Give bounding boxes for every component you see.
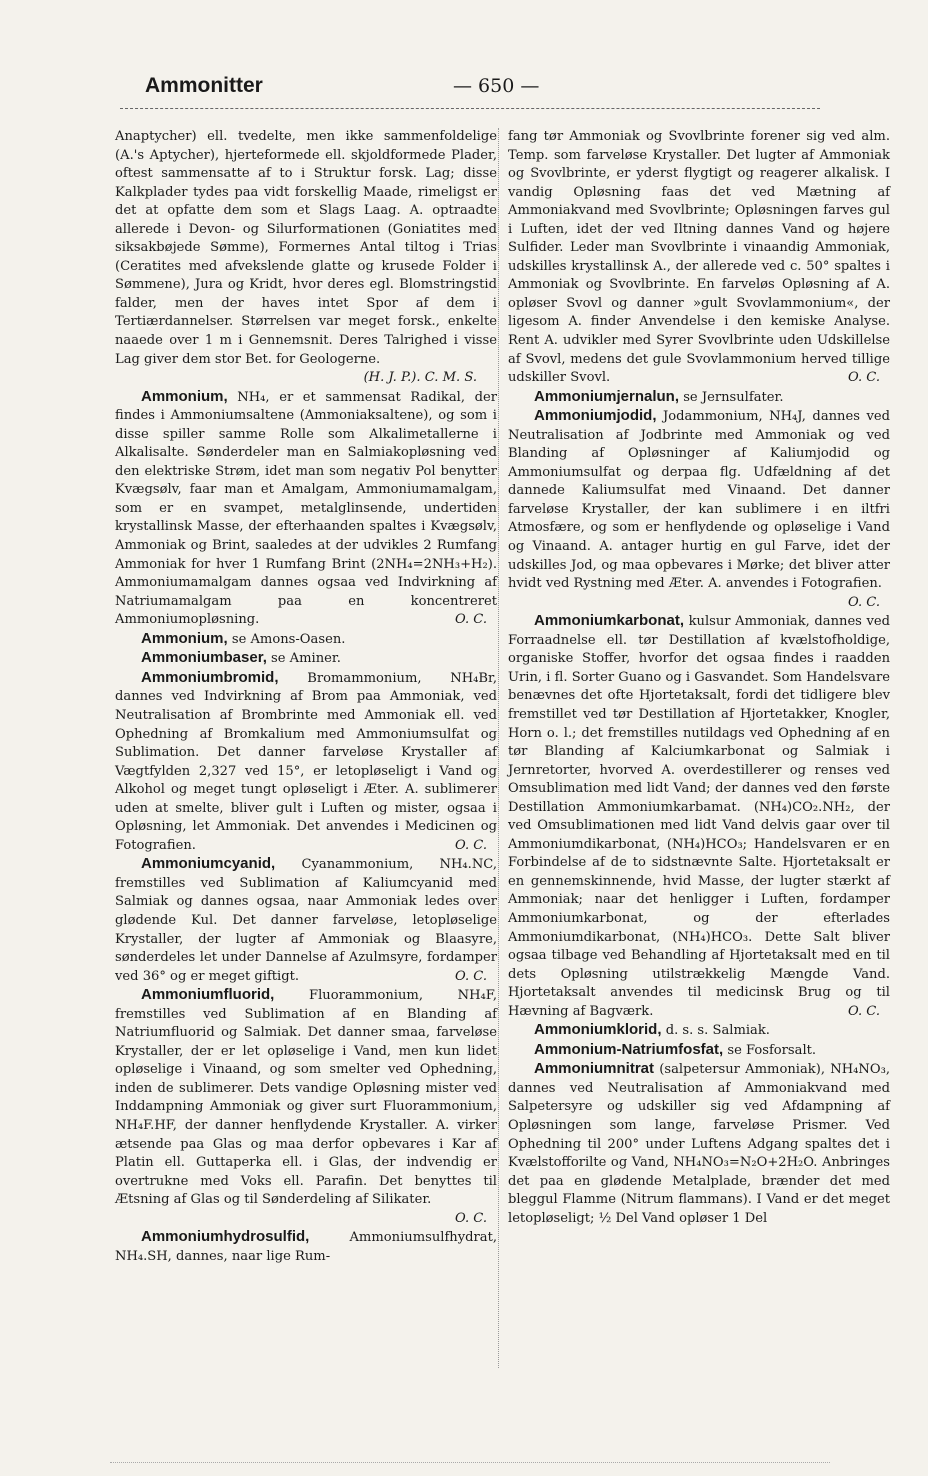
entry-headword: Ammoniumbaser, xyxy=(141,649,272,667)
entry-ammoniumhydrosulfid xyxy=(115,1228,497,1266)
entry-text: se Jernsulfater. xyxy=(683,389,784,405)
entry-signature: O. C. xyxy=(847,1003,880,1019)
entry-text: Bromammonium, NH₄Br, dannes ved Indvirkning af Brom paa Ammoniak, ved Neutralisation af Brombrinte med Ammoniak ell. ved Ophedning af Bromkalium med Ammoniumsulfat og Sublimation. Det danner farveløse Krystaller af Vægtfylden 2,327 ved 15°, er letopløseligt i Vand og Alkohol og meget tungt opløseligt i Æter. A. sublimerer uden at smelte, bliver gult i Luften og mister, ogsaa i Opløsning, let Ammoniak. Det anvendes i Medicinen og Fotografien. xyxy=(115,670,497,853)
left-column xyxy=(115,128,497,1266)
page-header xyxy=(145,74,805,104)
entry-headword: Ammonium, xyxy=(141,387,238,405)
entry-text: se Aminer. xyxy=(271,651,341,667)
entry-headword: Ammoniumbromid, xyxy=(141,668,308,686)
entry-ammoniumfluorid xyxy=(115,986,497,1228)
entry-text: kulsur Ammoniak, dannes ved Forraadnelse ell. tør Destillation af kvælstofholdige, organiske Stoffer, hvorfor det ogsaa findes i raadden Urin, i fl. Sorter Guano og i Gasvandet. Som Handelsvare benævnes det ofte Hjortetaksalt, fordi det tidligere blev fremstillet ved tør Destillation af Hjortetakker, Knogler, Horn o. l.; det fremstilles nutildags ved Ophedning af en tør Blanding af Kalciumkarbonat og Salmiak i Jernretorter, hvorved A. overdestillerer og renses ved Omsublimation med lidt Vand; der dannes ved den første Destillation Ammoniumkarbamat. (NH₄)CO₂.NH₂, der ved Omsublimationen med lidt Vand delvis gaar over til Ammoniumdikarbonat, (NH₄)HCO₃; Handelsvaren er en Forbindelse af de to sidstnævnte Salte. Hjortetaksalt er en gennemskinnende, hvid Masse, der lugter stærkt af Ammoniak; naar det henligger i Luften, fordamper Ammoniumkarbonat, og der efterlades Ammoniumdikarbonat, (NH₄)HCO₃. Dette Salt bliver ogsaa tilbage ved Behandling af Hjortetaksalt med en til dets Opløsning utilstrækkelig Mængde Vand. Hjortetaksalt anvendes til medicinsk Brug og til Hævning af Bagværk. xyxy=(508,614,890,1019)
entry-signature: O. C. xyxy=(454,612,487,628)
entry-headword: Ammoniumnitrat xyxy=(534,1060,660,1078)
entry-text: Anaptycher) ell. tvedelte, men ikke sammenfoldelige (A.'s Aptycher), hjerteformede ell. skjoldformede Plader, oftest sammensatte af to i Struktur forsk. Lag; disse Kalkplader tydes paa vidt forskellig Maade, rimeligst er det at opfatte dem som et Slags Laag. A. optraadte allerede i Devon- og Silurformationen (Goniatites med siksakbøjede Sømme), Formernes Antal tiltog i Trias (Ceratites med afvekslende glatte og krusede Folder i Sømmene), Jura og Kridt, hvor deres egl. Blomstringstid falder, men der haves intet Spor af dem i Tertiærdannelser. Størrelsen var meget forsk., enkelte naaede over 1 m i Gennemsnit. Deres Talrighed i visse Lag giver dem stor Bet. for Geologerne. xyxy=(115,129,497,367)
entry-ammoniumbaser xyxy=(115,649,497,669)
entry-ammoniumjernalun xyxy=(508,388,890,408)
entry-text: fang tør Ammoniak og Svovlbrinte forener sig ved alm. Temp. som farveløse Krystaller. Det lugter af Ammoniak og Svovlbrinte, er yderst flygtigt og reagerer alkalisk. I vandig Opløsning faas det ved Mætning af Ammoniakvand med Svovlbrinte; Opløsningen farves gul i Luften, idet der ved Iltning dannes Vand og højere Sulfider. Leder man Svovlbrinte i vinaandig Ammoniak, udskilles krystallinsk A., der allerede ved c. 50° spaltes i Ammoniak og Svovlbrinte. En farveløs Opløsning af A. opløser Svovl og danner »gult Svovlammonium«, der ligesom A. finder Anvendelse i den kemiske Analyse. Rent A. udvikler med Syrer Svovlbrinte uden Udskillelse af Svovl, medens det gule Svovlammonium herved tillige udskiller Svovl. xyxy=(508,129,890,386)
entry-text: Ammoniumsulfhydrat, NH₄.SH, dannes, naar lige Rum- xyxy=(115,1230,497,1264)
entry-text: Fluorammonium, NH₄F, fremstilles ved Sublimation af en Blanding af Natriumfluorid og Salmiak. Det danner smaa, farveløse Krystaller, der er let opløselige i Vand, men kun lidet opløselige i Vinaand, og som smelter ved Ophedning, inden de sublimerer. Dets vandige Opløsning mister ved Inddampning Ammoniak og giver surt Fluorammonium, NH₄F.HF, der danner henflydende Krystaller. A. virker ætsende paa Glas og maa derfor opbevares i Kar af Platin ell. Guttaperka ell. i Glas, der indvendig er overtrukne med Voks ell. Parafin. Det benyttes til Ætsning af Glas og til Sønderdeling af Silikater. xyxy=(115,988,497,1208)
entry-ammoniumbromid xyxy=(115,669,497,855)
entry-headword: Ammonium, xyxy=(141,629,232,647)
entry-headword: Ammoniumjernalun, xyxy=(534,387,684,405)
entry-text: Cyanammonium, NH₄.NC, fremstilles ved Sublimation af Kaliumcyanid med Salmiak og dannes ogsaa, naar Ammoniak ledes over glødende Kul. Det danner farveløse, letopløselige Krystaller, der lugter af Ammoniak og Blaasyre, sønderdeles let under Dannelse af Azulmsyre, fordamper ved 36° og er meget giftigt. xyxy=(115,857,497,984)
entry-text: (salpetersur Ammoniak), NH₄NO₃, dannes ved Neutralisation af Ammoniakvand med Salpetersyre og udskiller sig ved Afdampning af Opløsningen som lange, farveløse Prismer. Ved Ophedning til 200° under Luftens Adgang spaltes det i Kvælstofforilte og Vand, NH₄NO₃=N₂O+2H₂O. Anbringes det paa en glødende Metalplade, brænder det med bleggul Flamme (Nitrum flammans). I Vand er det meget letopløseligt; ½ Del Vand opløser 1 Del xyxy=(508,1062,890,1226)
entry-ammonium-natriumfosfat xyxy=(508,1041,890,1061)
entry-text: NH₄, er et sammensat Radikal, der findes i Ammoniumsaltene (Ammoniaksaltene), og som i disse spiller samme Rolle som Alkalimetallerne i Alkalisalte. Sønderdeler man en Salmiakopløsning ved den elektriske Strøm, idet man som negativ Pol benytter Kvægsølv, faar man et Amalgam, Ammoniumamalgam, som er en svampet, metalglinsende, undertiden krystallinsk Masse, der efterhaanden spaltes i Kvægsølv, Ammoniak og Brint, saaledes at der udvikles 2 Rumfang Ammoniak for hver 1 Rumfang Brint (2NH₄=2NH₃+H₂). Ammoniumamalgam dannes ogsaa ved Indvirkning af Natriumamalgam paa en koncentreret Ammoniumopløsning. xyxy=(115,389,497,628)
entry-ammoniumkarbonat xyxy=(508,612,890,1021)
entry-text: d. s. s. Salmiak. xyxy=(665,1023,770,1039)
entry-ammoniumjodid xyxy=(508,407,890,612)
entry-ammonitter-cont xyxy=(115,128,497,388)
entry-ammonium-2 xyxy=(115,630,497,650)
entry-headword: Ammoniumfluorid, xyxy=(141,986,309,1004)
header-rule xyxy=(120,108,820,109)
entry-ammoniumhydrosulfid-cont xyxy=(508,128,890,388)
entry-text: Jodammonium, NH₄J, dannes ved Neutralisation af Jodbrinte med Ammoniak og ved Blanding af Opløsninger af Kaliumjodid og Ammoniumsulfat og derpaa flg. Udfældning af det dannede Kaliumsulfat med Vinaand. Det danner farveløse Krystaller, der kan sublimere i en iltfri Atmosfære, og som er henflydende og opløselige i Vand og Vinaand. A. antager hurtig en gul Farve, idet der udskilles Jod, og maa opbevares i Mørke; det bliver atter hvidt ved Rystning med Æter. A. anvendes i Fotografien. xyxy=(508,409,890,592)
entry-signature: O. C. xyxy=(454,968,487,984)
entry-headword: Ammoniumklorid, xyxy=(534,1021,666,1039)
entry-signature: (H. J. P.). C. M. S. xyxy=(363,370,477,386)
entry-text: se Amons-Oasen. xyxy=(231,631,346,647)
entry-signature: O. C. xyxy=(847,370,880,386)
column-divider xyxy=(498,128,499,1368)
running-head: Ammonitter xyxy=(145,74,263,97)
entry-text: se Fosforsalt. xyxy=(727,1042,817,1058)
entry-headword: Ammoniumhydrosulfid, xyxy=(141,1228,350,1246)
entry-headword: Ammoniumjodid, xyxy=(534,407,663,425)
entry-signature: O. C. xyxy=(847,594,880,610)
entry-ammonium xyxy=(115,388,497,630)
right-column xyxy=(508,128,890,1228)
entry-ammoniumklorid xyxy=(508,1021,890,1041)
footer-rule xyxy=(110,1462,830,1463)
entry-ammoniumnitrat xyxy=(508,1060,890,1228)
entry-signature: O. C. xyxy=(454,1210,487,1226)
entry-headword: Ammonium-Natriumfosfat, xyxy=(534,1040,728,1058)
entry-headword: Ammoniumcyanid, xyxy=(141,855,302,873)
page-number: — 650 — xyxy=(453,75,540,97)
entry-headword: Ammoniumkarbonat, xyxy=(534,612,689,630)
entry-signature: O. C. xyxy=(454,837,487,853)
entry-ammoniumcyanid xyxy=(115,855,497,986)
